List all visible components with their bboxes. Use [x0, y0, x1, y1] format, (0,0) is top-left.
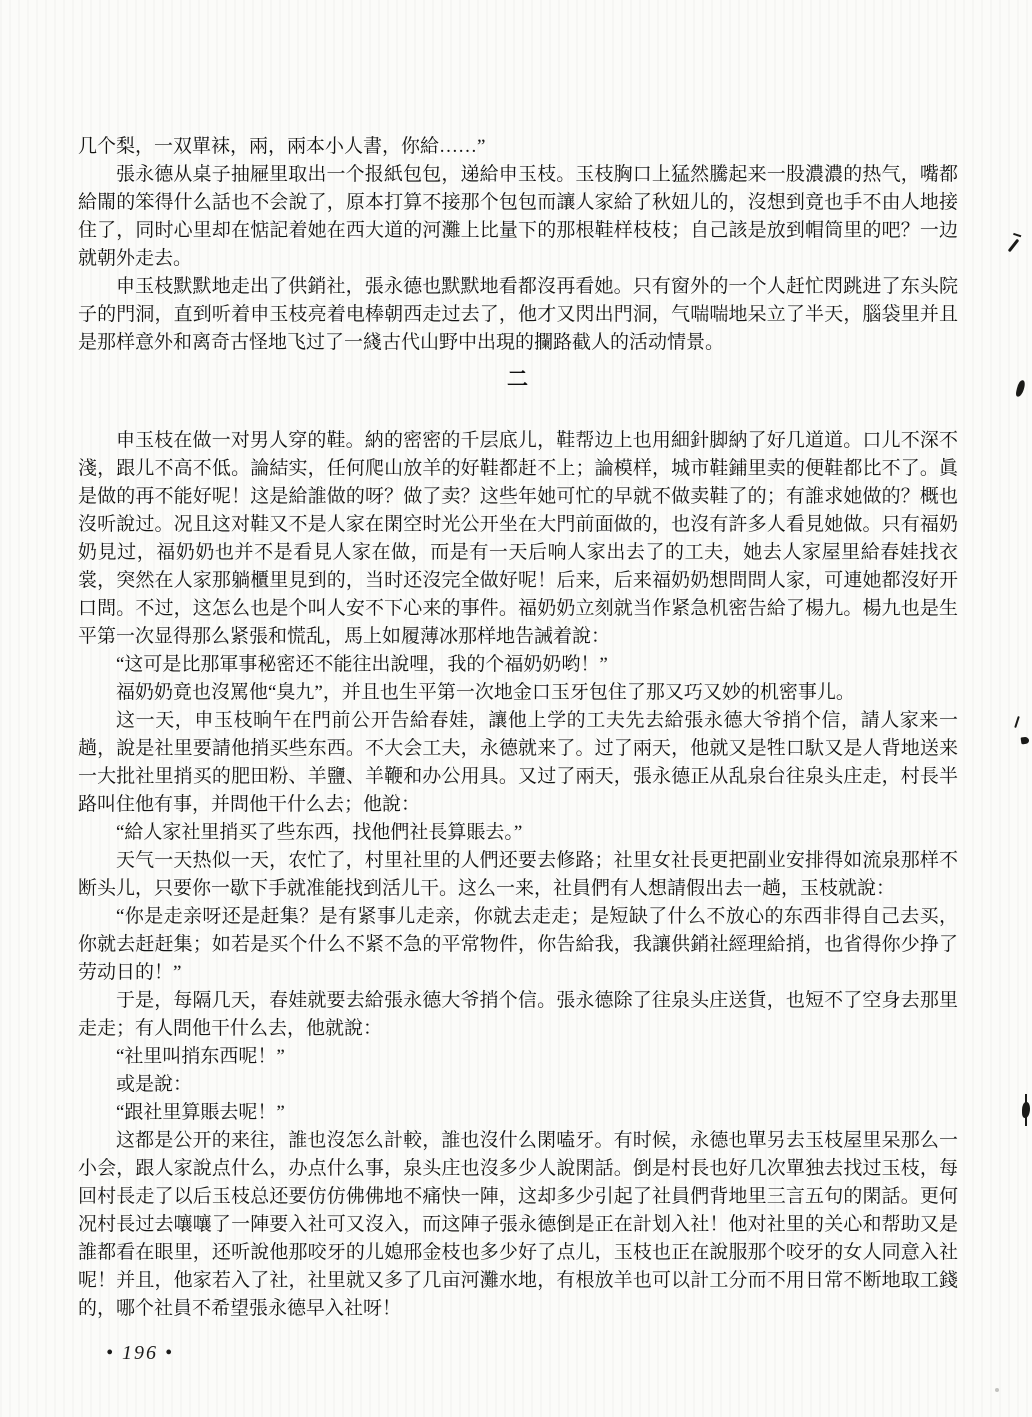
dialogue-paragraph: “跟社里算賬去呢！”: [116, 1102, 285, 1123]
dialogue-paragraph: “你是走亲呀还是赶集？是有紧事儿走亲，你就去走走；是短缺了什么不放心的东西非得自己去买，你就去赶赶集；如若是买个什么不紧不急的平常物件，你告給我，我讓供銷社經理給捎，也省得你少挣了劳动日的！”: [78, 906, 958, 983]
ink-smudge-mark: [1014, 716, 1020, 728]
ink-smudge-mark: [995, 1388, 999, 1392]
paragraph: 于是，每隔几天，春娃就要去給張永德大爷捎个信。張永德除了往泉头庄送貨，也短不了空身去那里走走；有人問他干什么去，他就說：: [78, 990, 958, 1039]
paragraph: 申玉枝默默地走出了供銷社，張永德也默默地看都沒再看她。只有窗外的一个人赶忙閃跳进了东头院子的門洞，直到听着申玉枝亮着电棒朝西走过去了，他才又閃出門洞，气喘喘地呆立了半天，腦袋里并且是那样意外和离奇古怪地飞过了一綫古代山野中出現的攔路截人的活动情景。: [78, 276, 958, 353]
section-heading: 二: [507, 367, 529, 391]
dialogue-paragraph: “給人家社里捎买了些东西，找他們社長算賬去。”: [116, 822, 523, 843]
ink-smudge-mark: [1021, 736, 1030, 744]
paragraph: 这一天，申玉枝晌午在門前公开告給春娃，讓他上学的工夫先去給張永德大爷捎个信，請人家来一趟，說是社里要請他捎买些东西。不大会工夫，永德就来了。过了兩天，他就又是牲口馱又是人背地送来一大批社里捎买的肥田粉、羊鹽、羊鞭和办公用具。又过了兩天，張永德正从乱泉台往泉头庄走，村長半路叫住他有事，并問他干什么去；他說：: [78, 710, 958, 815]
dialogue-paragraph: “社里叫捎东西呢！”: [116, 1046, 285, 1067]
ink-smudge-mark: [1008, 239, 1020, 253]
ink-smudge-mark: [1015, 379, 1025, 397]
page-number: • 196 •: [106, 1342, 175, 1364]
paragraph: 天气一天热似一天，农忙了，村里社里的人們还要去修路；社里女社長更把副业安排得如流泉那样不断头儿，只要你一歇下手就准能找到活儿干。这么一来，社員們有人想請假出去一趟，玉枝就說：: [78, 850, 958, 899]
continuation-line: 几个梨，一双單袜，兩，兩本小人書，你給……”: [78, 136, 486, 157]
paragraph: 这都是公开的来往，誰也沒怎么計較，誰也沒什么閑嗑牙。有时候，永德也單另去玉枝屋里呆那么一小会，跟人家說点什么，办点什么事，泉头庄也沒多少人說閑話。倒是村長也好几次單独去找过玉枝，每回村長走了以后玉枝总还要仿仿佛佛地不痛快一陣，这却多少引起了社員們背地里三言五句的閑話。更何况村長过去嚷嚷了一陣要入社可又沒入，而这陣子張永德倒是正在計划入社！他对社里的关心和帮助又是誰都看在眼里，还听說他那咬牙的儿媳邢金枝也多少好了点儿，玉枝也正在說服那个咬牙的女人同意入社呢！并且，他家若入了社，社里就又多了几亩河灘水地，有根放羊也可以計工分而不用日常不断地取工錢的，哪个社員不希望張永德早入社呀！: [78, 1130, 958, 1319]
text-column: [78, 133, 958, 1323]
dialogue-paragraph: “这可是比那軍事秘密还不能往出說哩，我的个福奶奶哟！”: [116, 654, 608, 675]
paragraph: 福奶奶竟也沒罵他“臭九”，并且也生平第一次地金口玉牙包住了那又巧又妙的机密事儿。: [116, 682, 855, 703]
ink-smudge-mark: [1022, 1102, 1030, 1118]
paragraph: 張永德从桌子抽屜里取出一个报紙包包，递給申玉枝。玉枝胸口上猛然騰起来一股濃濃的热气，嘴都給閙的笨得什么話也不会說了，原本打算不接那个包包而讓人家給了秋妞儿的，沒想到竟也手不由人地接住了，同时心里却在惦記着她在西大道的河灘上比量下的那根鞋样枝枝；自己該是放到帽筒里的吧？一边就朝外走去。: [78, 164, 958, 269]
paragraph: 或是說：: [116, 1074, 193, 1095]
paragraph: 申玉枝在做一对男人穿的鞋。納的密密的千层底儿，鞋帮边上也用細針脚納了好几道道。口儿不深不淺，跟儿不高不低。論結实，任何爬山放羊的好鞋都赶不上；論模样，城市鞋鋪里卖的便鞋都比不了。眞是做的再不能好呢！这是給誰做的呀？做了卖？这些年她可忙的早就不做卖鞋了的；有誰求她做的？概也沒听說过。况且这对鞋又不是人家在閑空时光公开坐在大門前面做的，也沒有許多人看見她做。只有福奶奶見过，福奶奶也并不是看見人家在做，而是有一天后响人家出去了的工夫，她去人家屋里給春娃找衣裳，突然在人家那躺櫃里見到的，当时还沒完全做好呢！后来，后来福奶奶想問問人家，可連她都沒好开口問。不过，这怎么也是个叫人安不下心来的事件。福奶奶立刻就当作紧急机密告給了楊九。楊九也是生平第一次显得那么紧張和慌乱，馬上如履薄冰那样地告誡着說：: [78, 430, 958, 647]
